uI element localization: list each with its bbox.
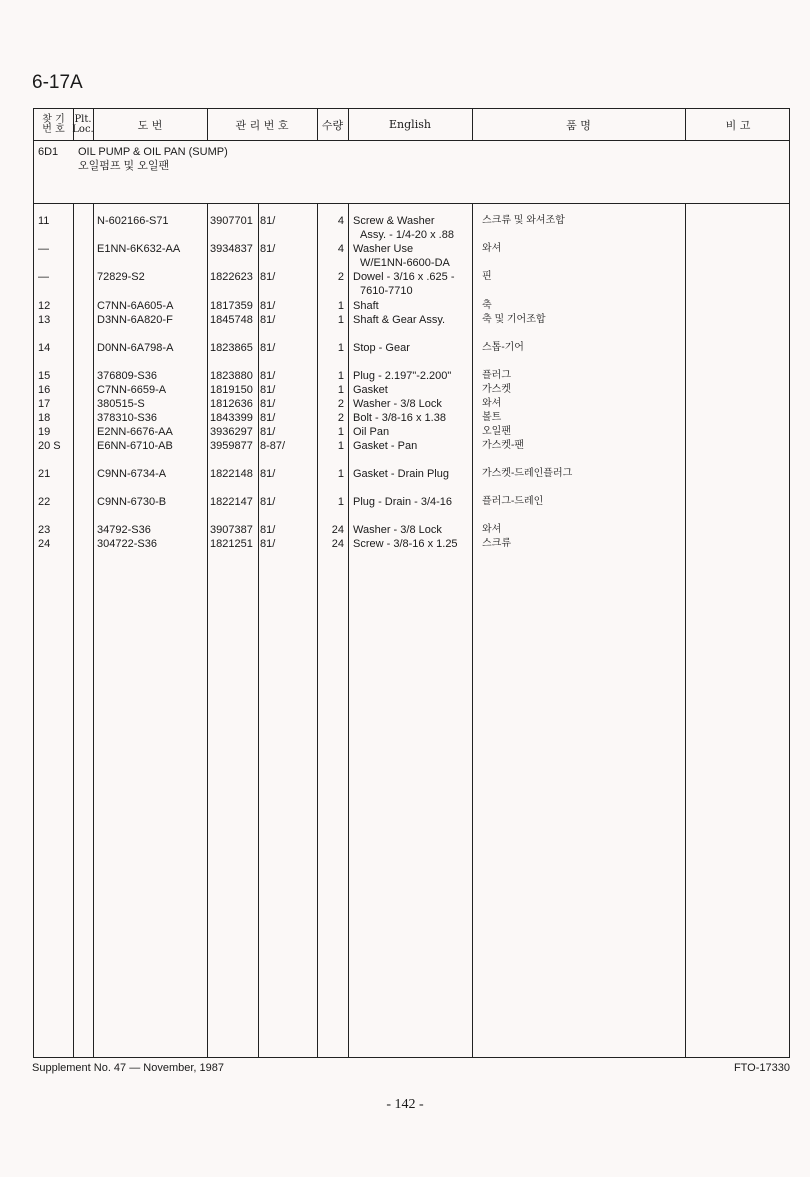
row-quantity: 1	[337, 440, 344, 452]
row-korean-name: 가스켓-팬	[482, 440, 524, 451]
row-quantity: 4	[337, 243, 344, 255]
column-divider	[207, 109, 208, 1057]
row-english-continued: W/E1NN-6600-DA	[360, 257, 450, 269]
row-mgmt-date: 81/	[260, 300, 276, 312]
row-quantity: 1	[337, 468, 344, 480]
row-english: Gasket - Pan	[353, 440, 418, 452]
row-korean-name: 스크류	[482, 538, 511, 549]
row-quantity: 2	[337, 271, 344, 283]
header-mgmt-no: 관 리 번 호	[235, 118, 289, 132]
row-quantity: 24	[331, 538, 344, 550]
row-english: Plug - Drain - 3/4-16	[353, 496, 453, 508]
footer-code: FTO-17330	[733, 1062, 790, 1074]
row-ref-number: —	[38, 271, 49, 283]
row-part-number: C7NN-6659-A	[97, 384, 167, 396]
row-english: Washer - 3/8 Lock	[353, 524, 442, 536]
row-part-number: D3NN-6A820-F	[97, 314, 173, 326]
row-mgmt-date: 81/	[260, 215, 276, 227]
column-divider	[348, 109, 349, 1057]
section-divider	[34, 203, 789, 204]
row-korean-name: 가스켓-드레인플러그	[482, 468, 573, 479]
row-english: Gasket	[353, 384, 388, 396]
row-ref-number: 14	[38, 342, 51, 354]
header-korean: 품 명	[566, 118, 591, 132]
row-korean-name: 오일팬	[482, 426, 511, 437]
row-english: Screw - 3/8-16 x 1.25	[353, 538, 458, 550]
row-part-number: N-602166-S71	[97, 215, 169, 227]
row-ref-number: 15	[38, 370, 51, 382]
row-mgmt-date: 81/	[260, 524, 276, 536]
row-mgmt-number: 1845748	[210, 314, 253, 326]
row-mgmt-date: 81/	[260, 271, 276, 283]
row-english: Shaft	[353, 300, 379, 312]
row-mgmt-number: 1812636	[210, 398, 253, 410]
header-remarks: 비 고	[725, 118, 751, 132]
row-part-number: E2NN-6676-AA	[97, 426, 173, 438]
row-english: Shaft & Gear Assy.	[353, 314, 446, 326]
row-ref-number: 24	[38, 538, 51, 550]
footer-supplement: Supplement No. 47 — November, 1987	[32, 1062, 225, 1074]
row-mgmt-date: 81/	[260, 398, 276, 410]
row-ref-number: 13	[38, 314, 51, 326]
row-mgmt-number: 3934837	[210, 243, 253, 255]
row-quantity: 2	[337, 398, 344, 410]
row-korean-name: 축	[482, 300, 492, 311]
row-part-number: 34792-S36	[97, 524, 151, 536]
row-ref-number: 19	[38, 426, 51, 438]
row-mgmt-date: 81/	[260, 243, 276, 255]
row-quantity: 1	[337, 314, 344, 326]
row-part-number: E1NN-6K632-AA	[97, 243, 181, 255]
column-divider	[93, 109, 94, 1057]
header-part-no: 도 번	[137, 118, 163, 132]
row-korean-name: 와셔	[482, 243, 502, 254]
column-divider	[685, 109, 686, 1057]
row-ref-number: 22	[38, 496, 51, 508]
header-loc-line1: Plt.	[74, 113, 92, 125]
row-english-continued: Assy. - 1/4-20 x .88	[360, 229, 454, 241]
row-korean-name: 와셔	[482, 398, 502, 409]
row-mgmt-number: 3907387	[210, 524, 253, 536]
column-divider	[472, 109, 473, 1057]
row-mgmt-number: 1819150	[210, 384, 253, 396]
header-ref-line2: 번 호	[42, 123, 65, 135]
row-ref-number: 17	[38, 398, 51, 410]
row-english: Dowel - 3/16 x .625 -	[353, 271, 455, 283]
row-quantity: 1	[337, 370, 344, 382]
column-divider	[73, 109, 74, 1057]
row-mgmt-date: 81/	[260, 314, 276, 326]
row-korean-name: 스크류 및 와셔조합	[482, 215, 565, 226]
row-quantity: 1	[337, 342, 344, 354]
row-part-number: C7NN-6A605-A	[97, 300, 174, 312]
row-english: Washer - 3/8 Lock	[353, 398, 442, 410]
page-number: - 142 -	[386, 1097, 424, 1112]
row-part-number: C9NN-6734-A	[97, 468, 167, 480]
section-title: OIL PUMP & OIL PAN (SUMP)	[78, 146, 228, 158]
row-part-number: C9NN-6730-B	[97, 496, 167, 508]
row-part-number: D0NN-6A798-A	[97, 342, 174, 354]
row-ref-number: 21	[38, 468, 51, 480]
row-quantity: 1	[337, 300, 344, 312]
header-qty: 수량	[321, 118, 344, 132]
row-part-number: 304722-S36	[97, 538, 157, 550]
row-english: Plug - 2.197"-2.200"	[353, 370, 452, 382]
row-quantity: 24	[331, 524, 344, 536]
row-mgmt-date: 81/	[260, 496, 276, 508]
section-subtitle: 오일펌프 및 오일팬	[78, 160, 170, 172]
row-mgmt-number: 1822148	[210, 468, 253, 480]
row-korean-name: 핀	[482, 271, 492, 282]
row-ref-number: 16	[38, 384, 51, 396]
row-ref-number: 12	[38, 300, 51, 312]
row-mgmt-number: 3959877	[210, 440, 253, 452]
row-korean-name: 플러그-드레인	[482, 496, 544, 507]
row-part-number: 380515-S	[97, 398, 145, 410]
row-mgmt-number: 1823880	[210, 370, 253, 382]
row-mgmt-number: 1822623	[210, 271, 253, 283]
row-mgmt-number: 1823865	[210, 342, 253, 354]
row-korean-name: 가스켓	[482, 384, 511, 395]
row-part-number: E6NN-6710-AB	[97, 440, 173, 452]
row-mgmt-number: 1843399	[210, 412, 253, 424]
header-loc-line2: Loc.	[72, 123, 94, 135]
row-part-number: 376809-S36	[97, 370, 157, 382]
row-english-continued: 7610-7710	[360, 285, 413, 297]
row-mgmt-date: 81/	[260, 538, 276, 550]
header-ref	[34, 109, 73, 140]
parts-table	[33, 108, 790, 1058]
mgmt-date-divider	[258, 203, 259, 1057]
row-mgmt-date: 81/	[260, 384, 276, 396]
row-quantity: 2	[337, 412, 344, 424]
row-quantity: 1	[337, 426, 344, 438]
row-quantity: 4	[337, 215, 344, 227]
row-mgmt-date: 81/	[260, 342, 276, 354]
row-english: Stop - Gear	[353, 342, 410, 354]
row-mgmt-date: 8-87/	[260, 440, 286, 452]
row-quantity: 1	[337, 384, 344, 396]
row-korean-name: 볼트	[482, 412, 502, 423]
row-mgmt-date: 81/	[260, 468, 276, 480]
row-mgmt-number: 1817359	[210, 300, 253, 312]
row-korean-name: 플러그	[482, 370, 511, 381]
row-ref-number: 20 S	[38, 440, 61, 452]
row-mgmt-date: 81/	[260, 426, 276, 438]
row-english: Bolt - 3/8-16 x 1.38	[353, 412, 446, 424]
header-english: English	[389, 118, 431, 131]
section-code: 6D1	[38, 146, 59, 158]
row-ref-number: 23	[38, 524, 51, 536]
row-korean-name: 축 및 기어조합	[482, 314, 546, 325]
row-english: Screw & Washer	[353, 215, 435, 227]
row-english: Oil Pan	[353, 426, 390, 438]
header-loc	[73, 109, 93, 140]
row-ref-number: 11	[38, 215, 50, 227]
page-title: 6-17A	[32, 72, 83, 93]
row-mgmt-number: 1822147	[210, 496, 253, 508]
row-quantity: 1	[337, 496, 344, 508]
row-mgmt-number: 3907701	[210, 215, 253, 227]
row-english: Gasket - Drain Plug	[353, 468, 449, 480]
row-mgmt-date: 81/	[260, 412, 276, 424]
row-english: Washer Use	[353, 243, 414, 255]
row-korean-name: 스톱-기어	[482, 342, 524, 353]
row-ref-number: —	[38, 243, 49, 255]
row-korean-name: 와셔	[482, 524, 502, 535]
row-mgmt-number: 1821251	[210, 538, 253, 550]
row-part-number: 72829-S2	[97, 271, 145, 283]
row-part-number: 378310-S36	[97, 412, 157, 424]
row-ref-number: 18	[38, 412, 51, 424]
row-mgmt-date: 81/	[260, 370, 276, 382]
row-mgmt-number: 3936297	[210, 426, 253, 438]
header-ref-line1: 찾 기	[42, 113, 65, 125]
